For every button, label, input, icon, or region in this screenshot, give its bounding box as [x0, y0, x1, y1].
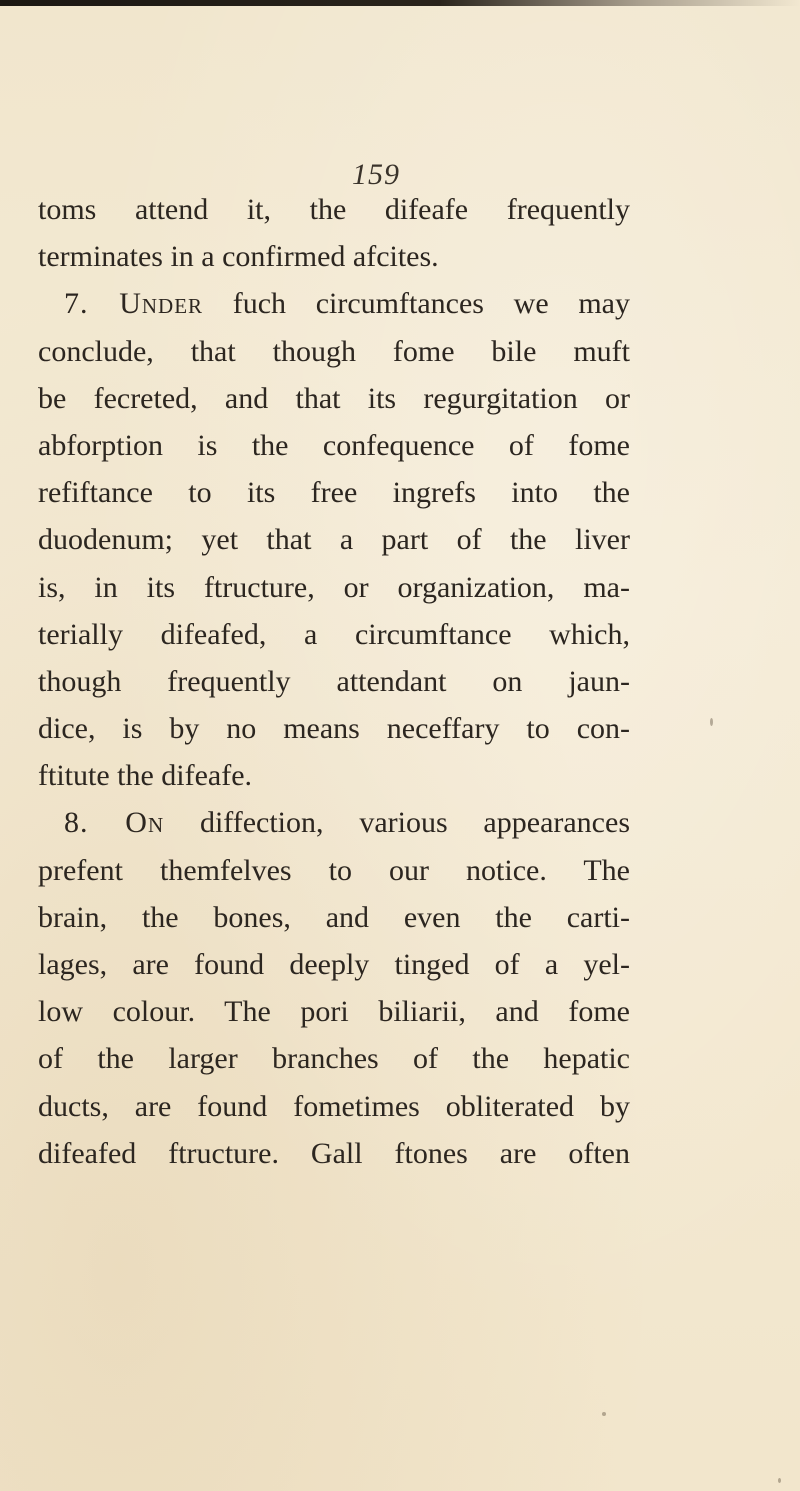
- text-line: low colour. The pori biliarii, and fome: [38, 995, 630, 1029]
- body-text: [38, 186, 630, 1177]
- text-line: abforption is the confequence of fome: [38, 428, 630, 462]
- ink-speck: [602, 1412, 606, 1416]
- ink-speck: [710, 718, 713, 726]
- text-line: difeafed ftructure. Gall ftones are often: [38, 1136, 630, 1170]
- text-line: though frequently attendant on jaun-: [38, 664, 630, 698]
- page-top-edge: [0, 0, 800, 6]
- text-line: lages, are found deeply tinged of a yel-: [38, 948, 630, 981]
- text-line: duodenum; yet that a part of the liver: [38, 523, 630, 557]
- text-line: conclude, that though fome bile muft: [38, 334, 630, 368]
- text-line: of the larger branches of the hepatic: [38, 1042, 630, 1076]
- text-line: ftitute the difeafe.: [38, 759, 253, 793]
- text-line: be fecreted, and that its regurgitation or: [38, 381, 630, 415]
- text-line: is, in its ftructure, or organization, ma-: [38, 570, 630, 604]
- page-number: 159: [352, 158, 400, 191]
- text-line: 7. Under fuch circumftances we may: [64, 287, 630, 321]
- text-line: prefent themfelves to our notice. The: [38, 853, 630, 887]
- section-lead: 8. On: [64, 806, 165, 840]
- text-line: terially difeafed, a circumftance which,: [38, 617, 630, 651]
- text-line: 8. On diffection, various appearances: [64, 806, 630, 840]
- text-line: dice, is by no means neceffary to con-: [38, 712, 630, 746]
- section-lead: 7. Under: [64, 287, 204, 321]
- text-line: ducts, are found fometimes obliterated by: [38, 1089, 630, 1123]
- text-line: refiftance to its free ingrefs into the: [38, 476, 630, 510]
- text-line: brain, the bones, and even the carti-: [38, 900, 630, 934]
- ink-speck: [778, 1478, 781, 1483]
- text-line: toms attend it, the difeafe frequently: [38, 193, 630, 226]
- text-line: terminates in a confirmed afcites.: [38, 240, 439, 274]
